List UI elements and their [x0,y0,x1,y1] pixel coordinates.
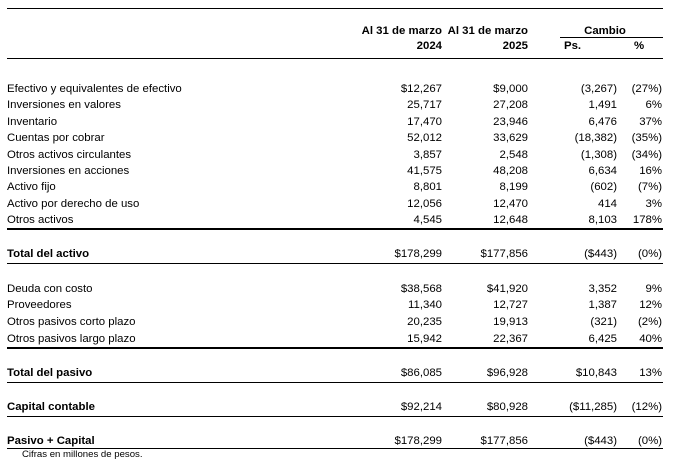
asset-change-ps: (18,382) [574,132,617,144]
asset-label: Otros activos [7,214,74,226]
liability-2025: 19,913 [493,316,528,328]
total-liabilities-2024: $86,085 [400,367,442,379]
asset-label: Inventario [7,116,58,128]
liabilities-total-rule [7,347,663,349]
liability-change-ps: 6,425 [588,333,617,345]
asset-label: Efectivo y equivalentes de efectivo [7,83,182,95]
liability-change-ps: (321) [590,316,617,328]
total-liabilities-2025: $96,928 [486,367,528,379]
liability-2024: $38,568 [400,283,442,295]
asset-2024: 3,857 [413,149,442,161]
asset-2025: $9,000 [493,83,528,95]
liability-change-pct: (2%) [637,316,662,328]
equity-change-ps: ($11,285) [569,401,617,413]
header-change-ps: Ps. [564,40,582,52]
asset-2024: 17,470 [407,116,442,128]
asset-2025: 12,648 [493,214,528,226]
total-liabilities-label: Total del pasivo [7,367,93,379]
asset-change-pct: 178% [632,214,662,226]
asset-label: Activo por derecho de uso [7,198,140,210]
liability-2024: 11,340 [408,299,442,311]
total-assets-change-pct: (0%) [637,248,662,260]
asset-2025: 33,629 [493,132,528,144]
asset-change-pct: 3% [645,198,662,210]
asset-change-ps: 414 [597,198,617,210]
liability-change-ps: 1,387 [588,299,617,311]
asset-change-pct: (27%) [631,83,662,95]
liability-2025: 22,367 [493,333,528,345]
asset-2025: 27,208 [493,99,528,111]
liab-equity-label: Pasivo + Capital [7,435,95,447]
asset-change-ps: 8,103 [588,214,617,226]
total-assets-2024: $178,299 [394,248,442,260]
asset-change-pct: (7%) [637,181,662,193]
liability-change-pct: 40% [639,333,662,345]
asset-change-pct: (34%) [631,149,662,161]
assets-total-rule [7,228,663,230]
total-assets-2025: $177,856 [480,248,528,260]
header-change-title: Cambio [584,25,626,37]
asset-change-ps: (3,267) [580,83,617,95]
asset-2024: $12,267 [400,83,442,95]
liab-equity-2024: $178,299 [394,435,442,447]
asset-2024: 52,012 [407,132,442,144]
liability-2024: 15,942 [407,333,442,345]
liability-2025: 12,727 [493,299,528,311]
equity-underline [7,416,663,417]
asset-change-ps: (1,308) [580,149,617,161]
asset-2024: 25,717 [407,99,442,111]
header-2024-line1: Al 31 de marzo [361,25,442,37]
asset-change-pct: 6% [645,99,662,111]
liability-label: Otros pasivos corto plazo [7,316,136,328]
asset-change-pct: (35%) [631,132,662,144]
liab-equity-2025: $177,856 [480,435,528,447]
asset-label: Activo fijo [7,181,56,193]
header-2025-line1: Al 31 de marzo [447,25,528,37]
liability-2025: $41,920 [486,283,528,295]
liability-2024: 20,235 [407,316,442,328]
asset-change-pct: 37% [639,116,662,128]
asset-2025: 12,470 [493,198,528,210]
asset-2025: 8,199 [499,181,528,193]
header-2024-year: 2024 [416,40,442,52]
asset-label: Inversiones en valores [7,99,121,111]
asset-change-ps: (602) [590,181,617,193]
header-bottom-rule [7,58,663,59]
asset-2025: 23,946 [493,116,528,128]
liability-change-pct: 12% [639,299,662,311]
total-liabilities-change-ps: $10,843 [575,367,617,379]
liability-label: Deuda con costo [7,283,93,295]
asset-change-ps: 6,476 [588,116,617,128]
asset-label: Cuentas por cobrar [7,132,105,144]
asset-label: Otros activos circulantes [7,149,132,161]
equity-label: Capital contable [7,401,95,413]
asset-2024: 41,575 [407,165,442,177]
total-assets-underline [7,263,663,264]
liab-equity-change-ps: ($443) [584,435,617,447]
asset-2024: 12,056 [407,198,442,210]
header-2025-year: 2025 [502,40,528,52]
liability-change-pct: 9% [645,283,662,295]
total-assets-label: Total del activo [7,248,90,260]
asset-label: Inversiones en acciones [7,165,130,177]
asset-change-pct: 16% [639,165,662,177]
asset-2025: 48,208 [493,165,528,177]
liab-equity-change-pct: (0%) [637,435,662,447]
asset-2024: 4,545 [413,214,442,226]
asset-change-ps: 6,634 [588,165,617,177]
total-liabilities-underline [7,382,663,383]
top-rule [7,8,663,9]
asset-2024: 8,801 [413,181,442,193]
equity-change-pct: (12%) [631,401,662,413]
liability-label: Proveedores [7,299,72,311]
equity-2024: $92,214 [400,401,442,413]
total-liabilities-change-pct: 13% [639,367,662,379]
asset-change-ps: 1,491 [588,99,617,111]
liability-change-ps: 3,352 [588,283,617,295]
total-assets-change-ps: ($443) [584,248,617,260]
liability-label: Otros pasivos largo plazo [7,333,136,345]
header-change-pct: % [634,40,645,52]
footnote: Cifras en millones de pesos. [22,449,143,460]
equity-2025: $80,928 [486,401,528,413]
asset-2025: 2,548 [499,149,528,161]
